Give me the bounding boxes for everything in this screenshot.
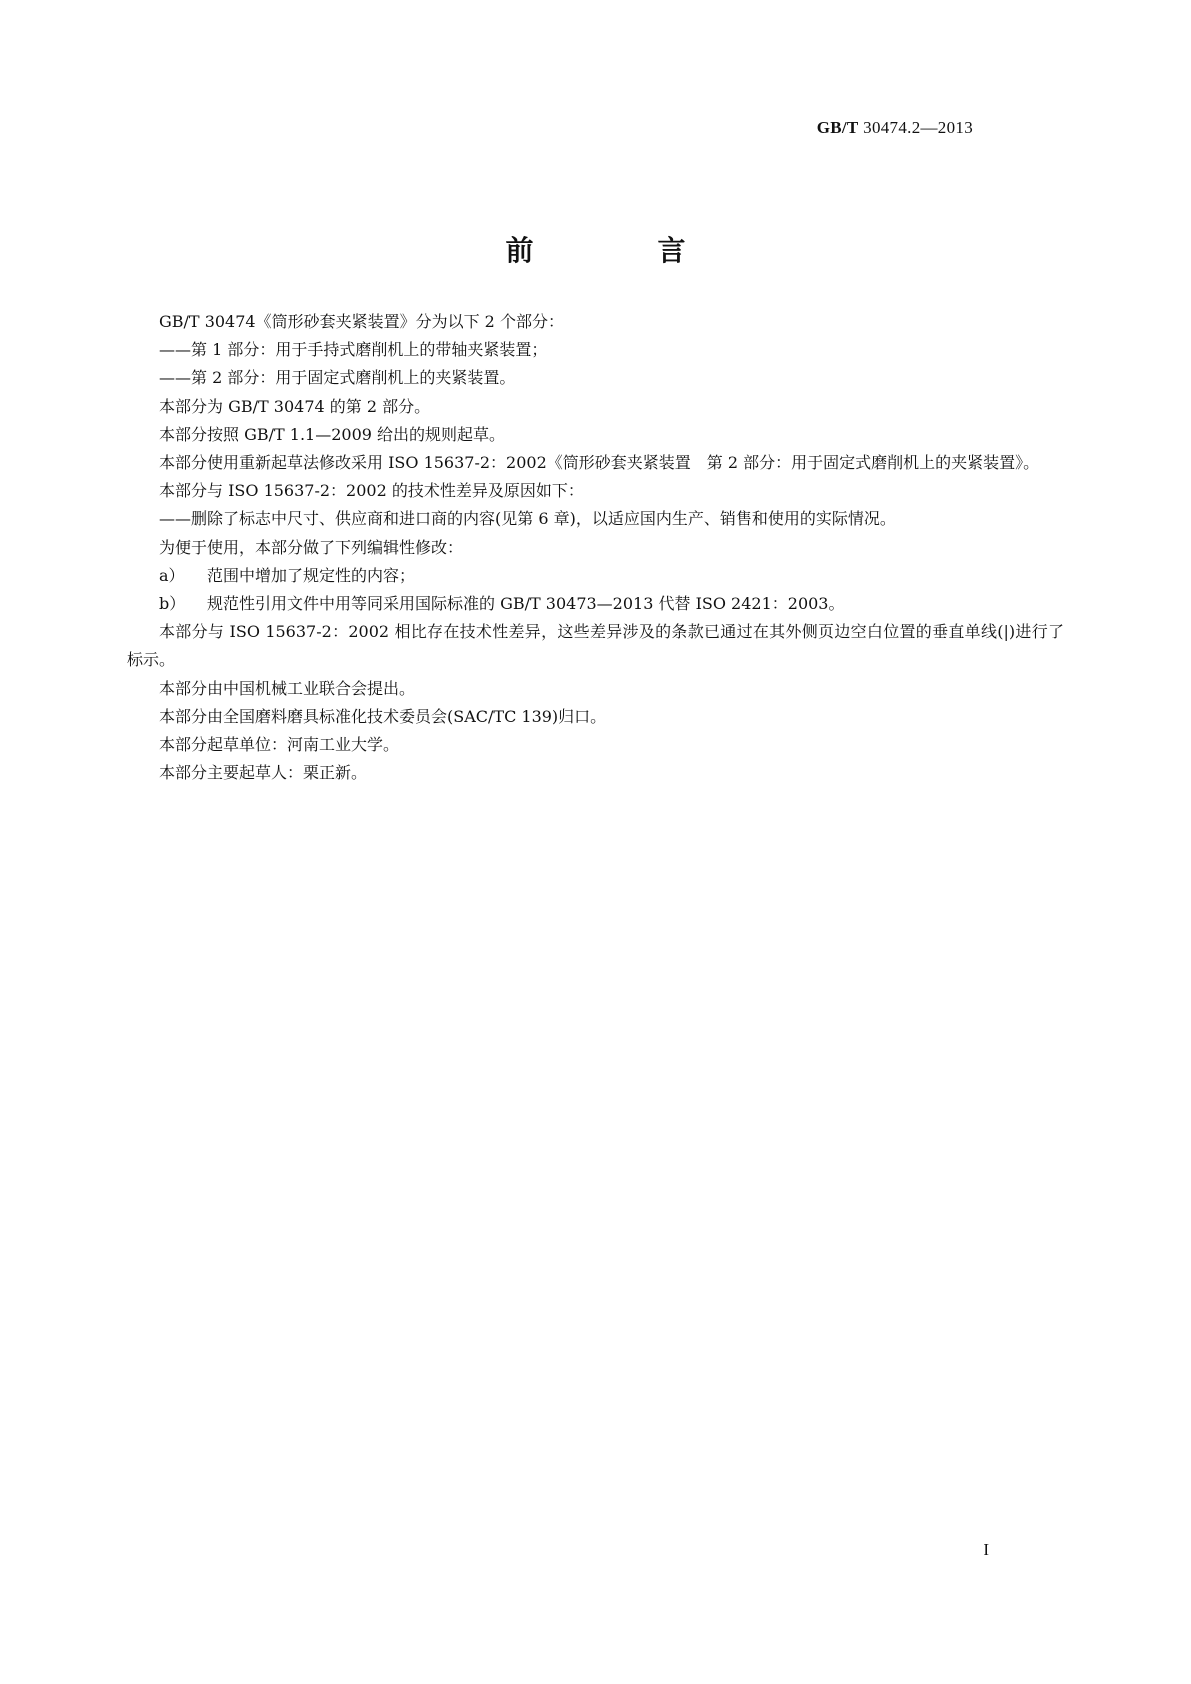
dash-item-part-2: ——第 2 部分：用于固定式磨削机上的夹紧装置。 [159, 368, 516, 388]
paragraph-adoption: 本部分使用重新起草法修改采用 ISO 15637-2：2002《筒形砂套夹紧装置 第 2 部分：用于固定式磨削机上的夹紧装置》。 [159, 453, 1040, 473]
list-text-b: 规范性引用文件中用等同采用国际标准的 GB/T 30473—2013 代替 ISO 2421：2003。 [207, 594, 845, 614]
list-text-a: 范围中增加了规定性的内容； [207, 565, 416, 585]
list-item-a [127, 562, 1064, 590]
document-code [817, 118, 973, 138]
paragraph-parts-intro: GB/T 30474《筒形砂套夹紧装置》分为以下 2 个部分： [159, 312, 564, 331]
page-title: 前 言 [505, 233, 734, 267]
paragraph-drafting-unit: 本部分起草单位：河南工业大学。 [159, 735, 400, 755]
paragraph-editorial-changes: 为便于使用，本部分做了下列编辑性修改： [159, 537, 464, 557]
list-marker-b: b） [159, 594, 186, 614]
dash-item-part-1: ——第 1 部分：用于手持式磨削机上的带轴夹紧装置； [159, 340, 548, 360]
document-code-prefix: GB/T [816, 118, 859, 137]
paragraph-drafting-rules: 本部分按照 GB/T 1.1—2009 给出的规则起草。 [159, 424, 506, 444]
list-marker-a: a） [159, 565, 185, 585]
paragraph-drafters: 本部分主要起草人：栗正新。 [159, 763, 368, 783]
document-code-number: 30474.2—2013 [863, 118, 973, 137]
paragraph-proposer: 本部分由中国机械工业联合会提出。 [159, 678, 416, 698]
paragraph-technical-differences: 本部分与 ISO 15637-2：2002 的技术性差异及原因如下： [159, 481, 584, 501]
paragraph-part-number: 本部分为 GB/T 30474 的第 2 部分。 [159, 396, 431, 416]
foreword-body [127, 308, 1064, 787]
paragraph-marking-note: 本部分与 ISO 15637-2：2002 相比存在技术性差异，这些差异涉及的条款已通过在其外侧页边空白位置的垂直单线(|)进行了标示。 [127, 622, 1064, 670]
list-item-b [127, 590, 1064, 618]
page-number: I [983, 1540, 989, 1559]
dash-item-deletion: ——删除了标志中尺寸、供应商和进口商的内容(见第 6 章)，以适应国内生产、销售和使用的实际情况。 [159, 509, 896, 529]
paragraph-committee: 本部分由全国磨料磨具标准化技术委员会(SAC/TC 139)归口。 [159, 706, 607, 726]
